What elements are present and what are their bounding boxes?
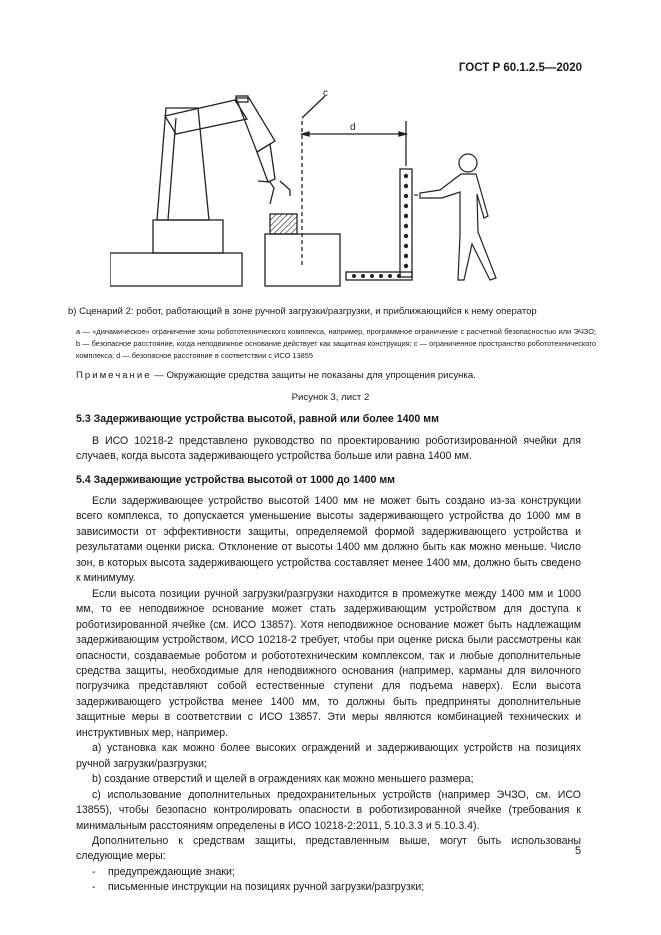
paragraph-1: Если задерживающее устройство высотой 1400 мм не может быть создано из-за конструкции всего комплекса, то допускается уменьшение высоты задерживающего устройства до 1000 мм в зависимости от эффективности защиты, определяемой формой задерживающего устройства и результатами оценки риска. Отклонение от высоты 1400 мм должно быть как можно меньше. Число зон, в которых высота задерживающего устройства составляет менее 1400 мм, должно быть сведено к минимуму. <box>76 495 581 585</box>
list-item-c: с) использование дополнительных предохранительных устройств (например ЭЧЗО, см. ИСО 13855), чтобы безопасно контролировать опасности в роботизированной ячейке (требования к минимальным расстояниям определены в ИСО 10218-2:2011, 5.10.3.3 и 5.10.3.4). <box>76 788 581 832</box>
robot-gripper <box>258 181 290 204</box>
figure-caption-b: b) Сценарий 2: робот, работающий в зоне ручной загрузки/разгрузки, и приближающийся к нему оператор <box>68 306 537 317</box>
robot-column <box>157 108 209 220</box>
dash-item-1 <box>76 865 581 880</box>
section-5-3-body <box>76 434 581 465</box>
dash-item-2 <box>76 880 581 895</box>
note-label: Примечание <box>76 370 152 381</box>
figure-note <box>76 370 476 381</box>
dash-item-1-text: предупреждающие знаки; <box>108 865 235 878</box>
label-d: d <box>350 122 356 133</box>
page-number: 5 <box>575 845 582 857</box>
paragraph: В ИСО 10218-2 представлено руководство по проектированию роботизированной ячейки для случаев, когда высота задерживающего устройства больше или равна 1400 мм. <box>76 435 581 463</box>
workpiece <box>270 214 297 234</box>
paragraph-2: Если высота позиции ручной загрузки/разгрузки находится в промежутке между 1400 мм и 1000 мм, то ее неподвижное основание может стать задерживающим устройством для доступа к роботизированной ячейке (см. ИСО 13857). Хотя неподвижное основание может быть надлежащим задерживающим устройством, ИСО 10218-2 требует, чтобы при оценке риска были рассмотрены как опасности, создаваемые роботом и робототехническим комплексом, так и любые дополнительные средства защиты, необходимые для неподвижного основания (например, карманы для вилочного погрузчика представляют собой естественные ступени для подъема наверх). Если высота задерживающего устройства менее 1400 мм, то должны быть предприняты дополнительные защитные меры в соответствии с ИСО 13857. Эти меры являются комбинацией технических и инструктивных мер, например. <box>76 587 581 739</box>
heading-5-4: 5.4 Задерживающие устройства высотой от 1000 до 1400 мм <box>76 474 396 486</box>
heading-5-3: 5.3 Задерживающие устройства высотой, равной или более 1400 мм <box>76 413 439 425</box>
paragraph-3: Дополнительно к средствам защиты, представленным выше, могут быть использованы следующие меры: <box>76 834 581 863</box>
robot-base-lower <box>110 253 242 286</box>
dash-bullet: - <box>92 881 96 894</box>
robot-base-upper <box>153 220 223 253</box>
operator-drawing <box>412 146 502 286</box>
dash-item-2-text: письменные инструкции на позициях ручной загрузки/разгрузки; <box>108 881 425 894</box>
figure-title: Рисунок 3, лист 2 <box>291 392 370 403</box>
robot-upper-arm <box>165 100 247 134</box>
dash-bullet: - <box>92 865 96 878</box>
label-c: c <box>323 88 328 99</box>
list-item-a: а) установка как можно более высоких ограждений и задерживающих устройств на позициях ручной загрузки/разгрузки; <box>76 742 581 770</box>
section-5-4-body <box>76 494 581 896</box>
robot-scenario-figure <box>110 86 440 292</box>
figure-legend: a — «динамическое» ограничение зоны робототехнического комплекса, например, программное ограничение с расчетной безопасностью или ЭЧЗО; b — безопасное расстояние, когда неподвижное основание действует как защитная конструкция; c — ограниченное пространство робототехнического комплекса; d — безопасное расстояние в соответствии с ИСО 13855 <box>76 327 596 360</box>
note-text: — Окружающие средства защиты не показаны для упрощения рисунка. <box>151 370 476 381</box>
document-header: ГОСТ Р 60.1.2.5—2020 <box>458 62 582 74</box>
list-item-b: b) создание отверстий и щелей в ограждениях как можно меньшего размера; <box>92 773 474 786</box>
